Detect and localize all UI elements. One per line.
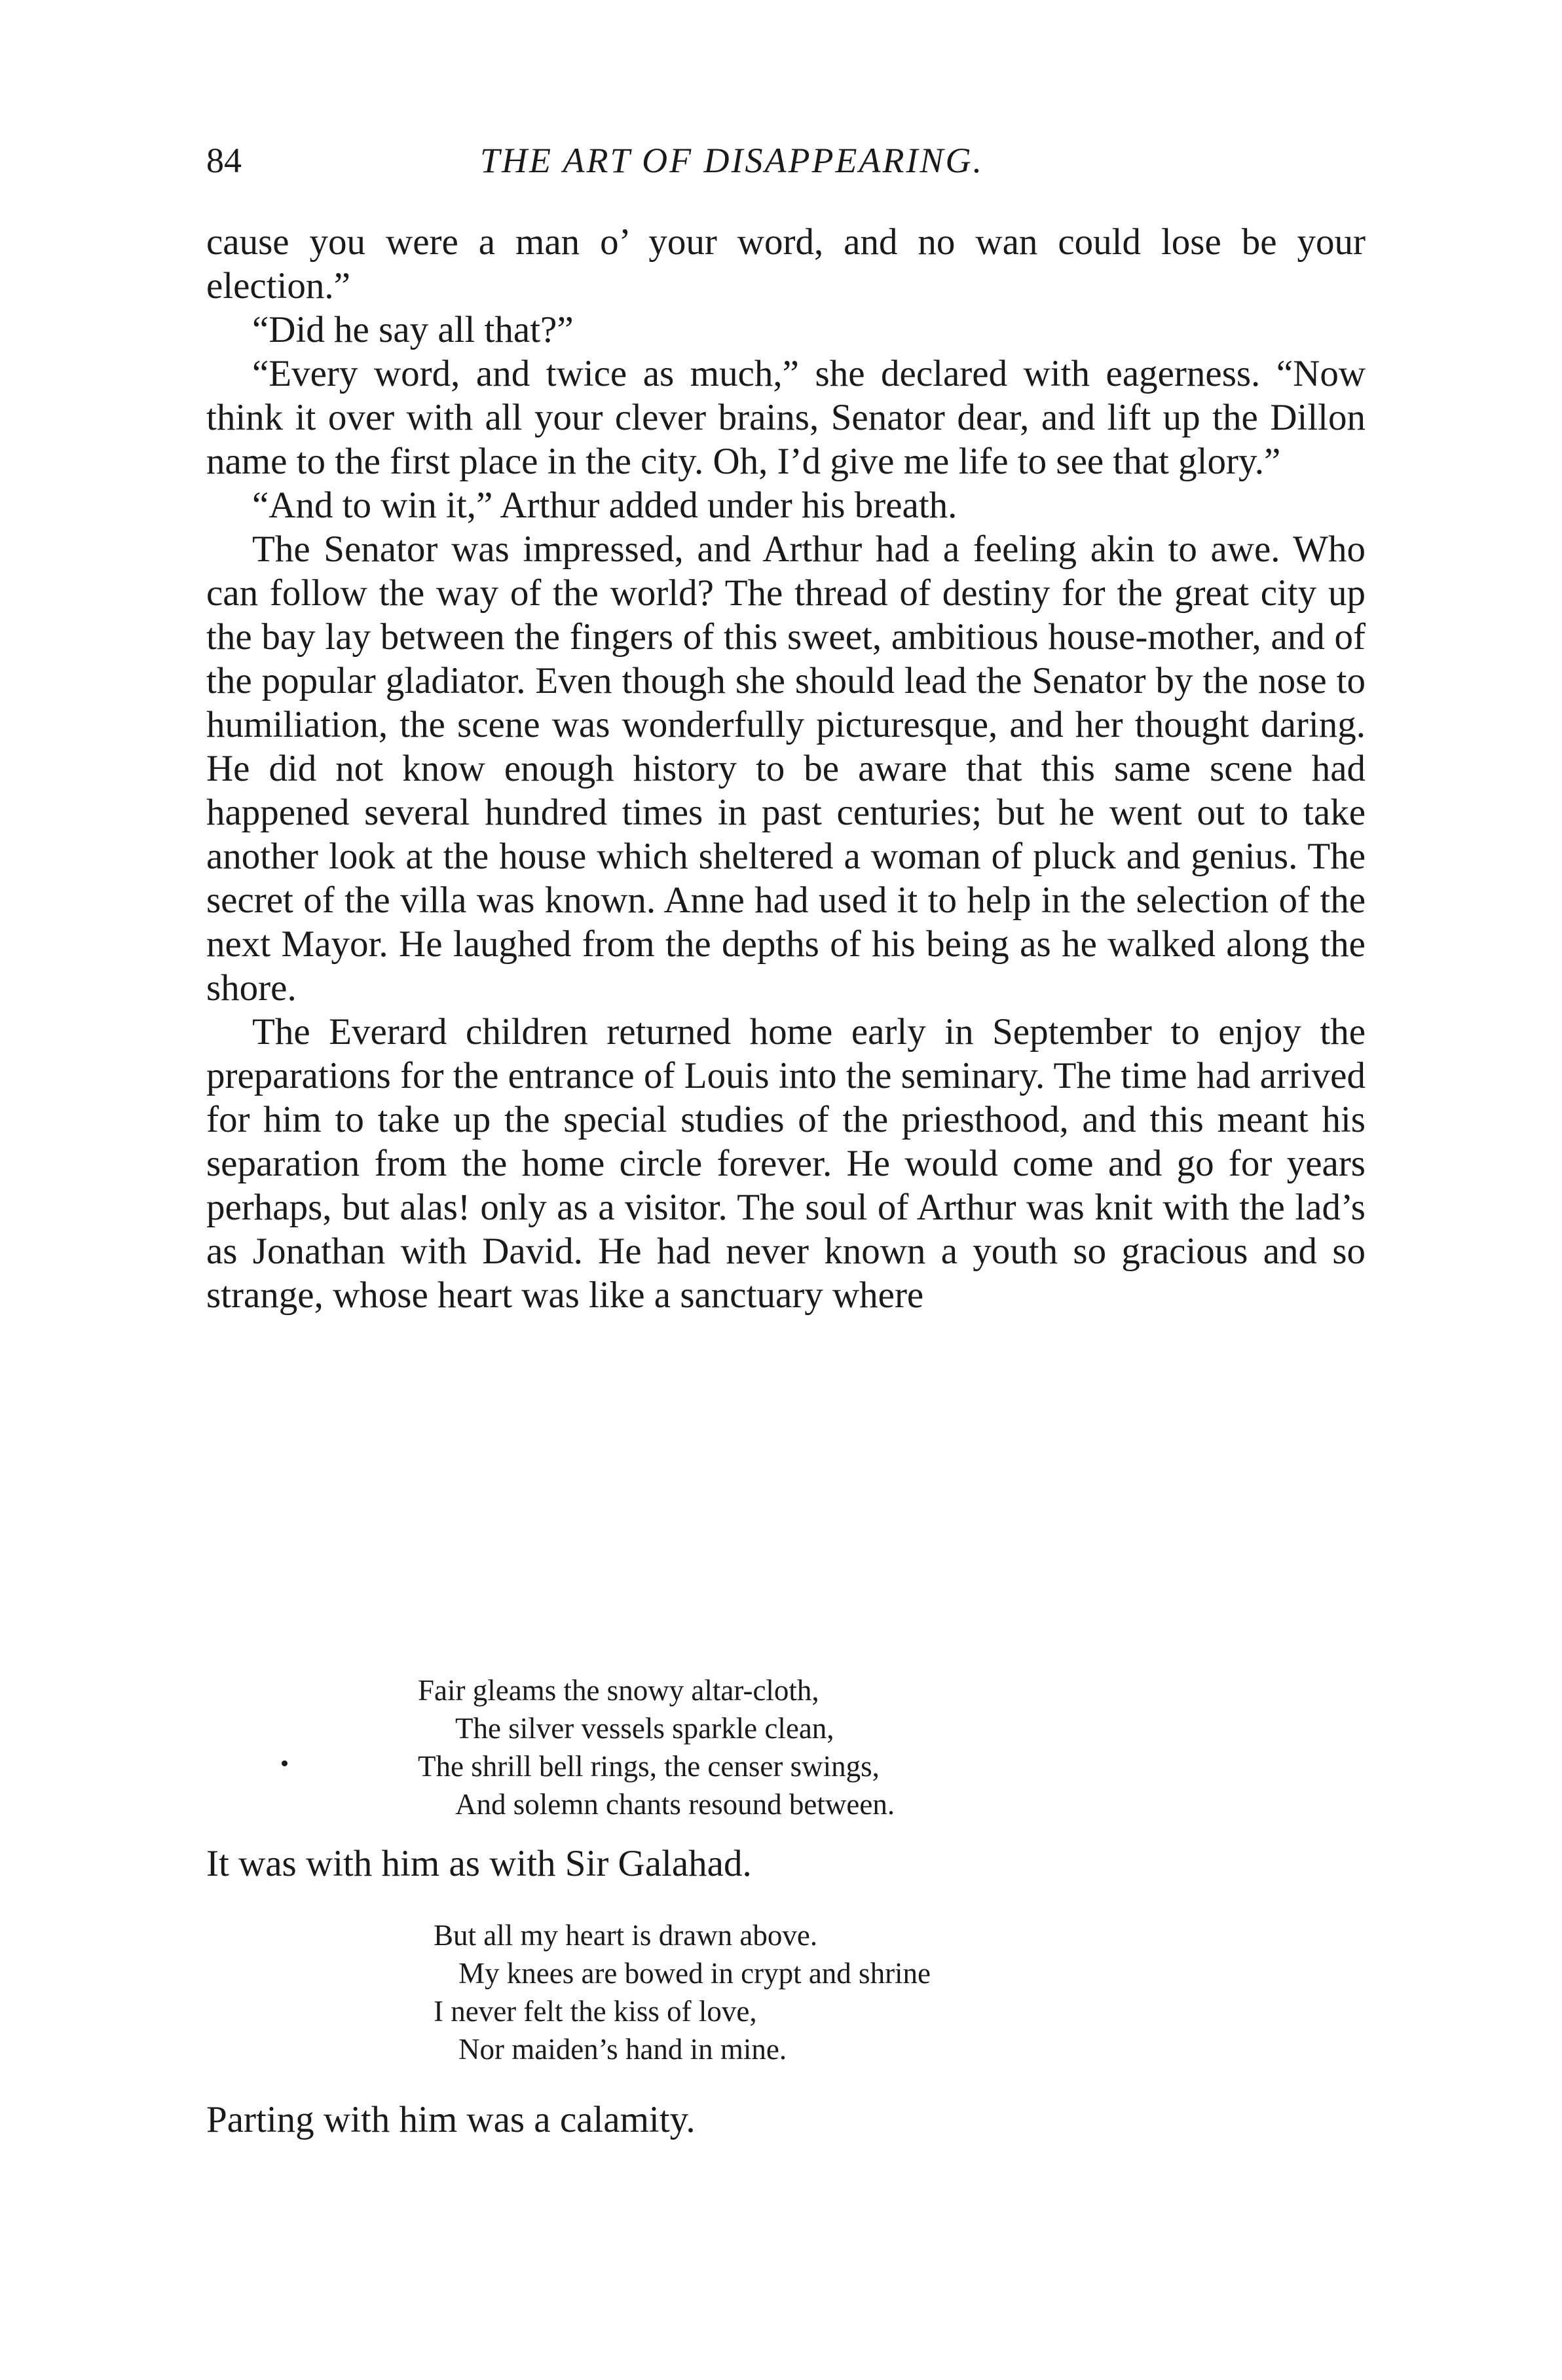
verse-line: The shrill bell rings, the censer swings, xyxy=(418,1750,880,1783)
paragraph: The Senator was impressed, and Arthur had a feeling akin to awe. Who can follow the way of the world? The thread of destiny for the great city up the bay lay between the fingers of this sweet, ambitious house-mother, and of the popular gladiator. Even though she should lead the Senator by the nose to humiliation, the scene was wonderfully picturesque, and her thought daring. He did not know enough history to be aware that this same scene had happened several hundred times in past centuries; but he went out to take another look at the house which sheltered a woman of pluck and genius. The secret of the villa was known. Anne had used it to help in the selection of the next Mayor. He laughed from the depths of his being as he walked along the shore. xyxy=(206,529,1366,1009)
paragraph: “Every word, and twice as much,” she declared with eagerness. “Now think it over with all your clever brains, Senator dear, and lift up the Dillon name to the first place in the city. Oh, I’d give me life to see that glory.” xyxy=(206,353,1366,482)
paragraph: cause you were a man o’ your word, and no wan could lose be your election.” xyxy=(206,221,1366,307)
closing-sentence: Parting with him was a calamity. xyxy=(206,2099,696,2140)
paragraph: “Did he say all that?” xyxy=(252,309,574,350)
verse-quote-altar xyxy=(418,1671,895,1823)
verse-line: Fair gleams the snowy altar-cloth, xyxy=(418,1674,819,1707)
verse-line: Nor maiden’s hand in mine. xyxy=(458,2033,787,2066)
verse-line: The silver vessels sparkle clean, xyxy=(455,1712,834,1745)
page-number: 84 xyxy=(206,141,242,180)
verse-line: But all my heart is drawn above. xyxy=(434,1919,818,1952)
paragraph: The Everard children returned home early in September to enjoy the preparations for the entrance of Louis into the seminary. The time had arrived for him to take up the special studies of the priesthood, and this meant his separation from the home circle forever. He would come and go for years perhaps, but alas! only as a visitor. The soul of Arthur was knit with the lad’s as Jonathan with David. He had never known a youth so gracious and so strange, whose heart was like a sanctuary where xyxy=(206,1011,1366,1316)
paragraph: “And to win it,” Arthur added under his breath. xyxy=(252,485,958,526)
verse-line: And solemn chants resound between. xyxy=(455,1788,895,1821)
bridge-sentence: It was with him as with Sir Galahad. xyxy=(206,1843,752,1884)
verse-line: I never felt the kiss of love, xyxy=(434,1995,757,2028)
body-text xyxy=(206,220,1366,1317)
verse-line: My knees are bowed in crypt and shrine xyxy=(458,1957,931,1990)
stray-dot-mark xyxy=(282,1760,288,1766)
verse-quote-galahad xyxy=(434,1916,931,2068)
page-header xyxy=(206,134,1366,187)
running-title: THE ART OF DISAPPEARING. xyxy=(480,141,984,180)
